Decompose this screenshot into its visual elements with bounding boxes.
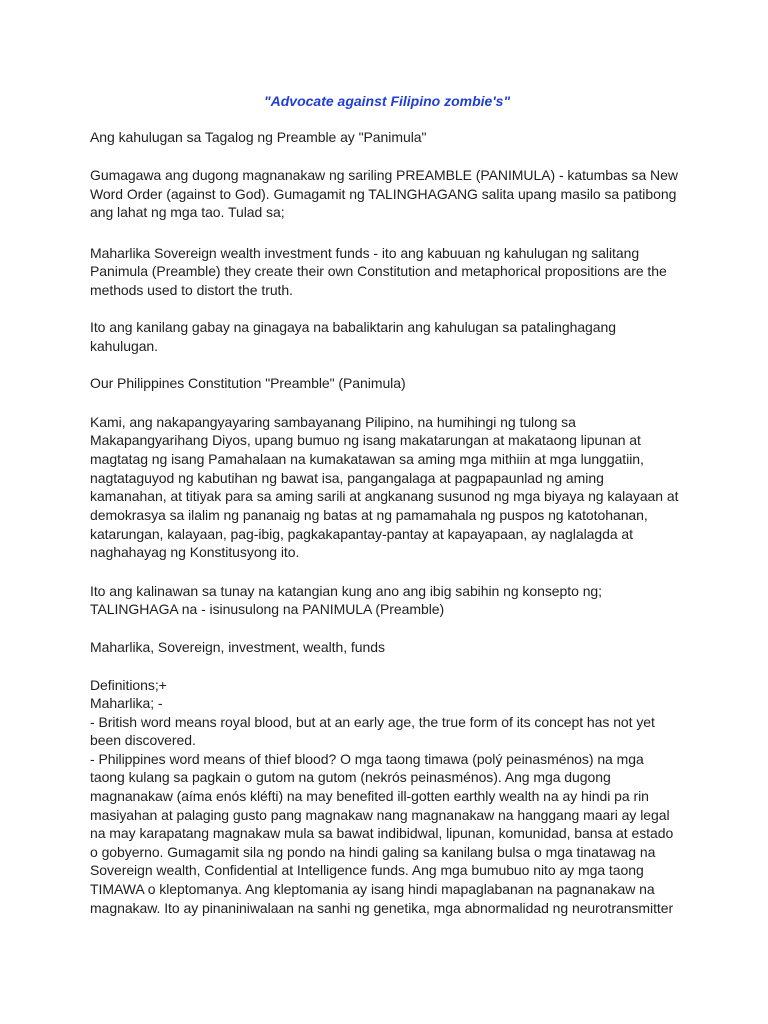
paragraph-line: magnakaw. Ito ay pinaniniwalaan na sanhi ng genetika, mga abnormalidad ng neurotransmitter [90,900,674,916]
paragraph-line: Kami, ang nakapangyayaring sambayanang Pilipino, na humihingi ng tulong sa [90,414,576,430]
paragraph-line: masiyahan at palaging gusto pang magnakaw nang magnanakaw na hanggang maari ay legal [90,807,670,823]
paragraph-line: - Philippines word means of thief blood? O mga taong timawa (polý peinasménos) na mga [90,751,644,767]
paragraph-line: demokrasya sa ilalim ng pananaig ng batas at ng pamamahala ng puspos ng katotohanan, [90,507,648,523]
paragraph-line: Definitions;+ [90,677,167,693]
paragraph-line: Sovereign wealth, Confidential at Intelligence funds. Ang mga bumubuo nito ay mga taong [90,862,644,878]
paragraph-line: Ito ang kalinawan sa tunay na katangian kung ano ang ibig sabihin ng konsepto ng; [90,583,603,599]
paragraph-line: Maharlika; - [90,695,163,711]
paragraph-line: Panimula (Preamble) they create their own Constitution and metaphorical propositions are the [90,263,667,279]
paragraph-line: TIMAWA o kleptomanya. Ang kleptomania ay isang hindi mapaglabanan na pagnanakaw na [90,881,655,897]
paragraph-line: Makapangyarihang Diyos, upang bumuo ng isang makatarungan at makataong lipunan at [90,432,641,448]
paragraph-line: Word Order (against to God). Gumagamit ng TALINGHAGANG salita upang masilo sa patibong [90,186,677,202]
paragraph-line: Maharlika, Sovereign, investment, wealth, funds [90,639,385,655]
paragraph-line: been discovered. [90,732,196,748]
paragraph-line: kahulugan. [90,338,159,354]
paragraph-line: Ito ang kanilang gabay na ginagaya na babaliktarin ang kahulugan sa patalinghagang [90,319,616,335]
paragraph-line: Our Philippines Constitution "Preamble" (Panimula) [90,375,406,391]
paragraph-line: o gobyerno. Gumagamit sila ng pondo na hindi galing sa kanilang bulsa o mga tinatawag na [90,844,656,860]
paragraph-line: katarungan, kalayaan, pag-ibig, pagkakapantay-pantay at kapayapaan, ay naglalagda at [90,526,633,542]
paragraph-line: na may karapatang magnakaw mula sa bawat indibidwal, lipunan, komunidad, bansa at estado [90,825,674,841]
paragraph-line: naghahayag ng Konstitusyong ito. [90,544,300,560]
paragraph-line: taong kulang sa pagkain o gutom na gutom (nekrós peinasménos). Ang mga dugong [90,769,611,785]
paragraph-line: methods used to distort the truth. [90,282,293,298]
paragraph-line: Gumagawa ang dugong magnanakaw ng sariling PREAMBLE (PANIMULA) - katumbas sa New [90,167,678,183]
paragraph-line: TALINGHAGA na - isinusulong na PANIMULA (Preamble) [90,601,445,617]
paragraph-line: magnanakaw (aíma enós kléfti) na may benefited ill-gotten earthly wealth na ay hindi pa rin [90,788,649,804]
paragraph-line: Ang kahulugan sa Tagalog ng Preamble ay "Panimula" [90,129,427,145]
paragraph-line: kamanahan, at titiyak para sa aming sarili at angkanang susunod ng mga biyaya ng kalayaan at [90,488,679,504]
paragraph-line: - British word means royal blood, but at an early age, the true form of its concept has not yet [90,714,655,730]
paragraph-line: nagtataguyod ng kabutihan ng bawat isa, pangangalaga at pagpapaunlad ng aming [90,470,604,486]
document-title: "Advocate against Filipino zombie's" [264,93,511,109]
paragraph-line: ang lahat ng mga tao. Tulad sa; [90,204,285,220]
paragraph-line: Maharlika Sovereign wealth investment funds - ito ang kabuuan ng kahulugan ng salitang [90,245,640,261]
paragraph-line: magtatag ng isang Pamahalaan na kumakatawan sa aming mga mithiin at mga lunggatiin, [90,451,644,467]
